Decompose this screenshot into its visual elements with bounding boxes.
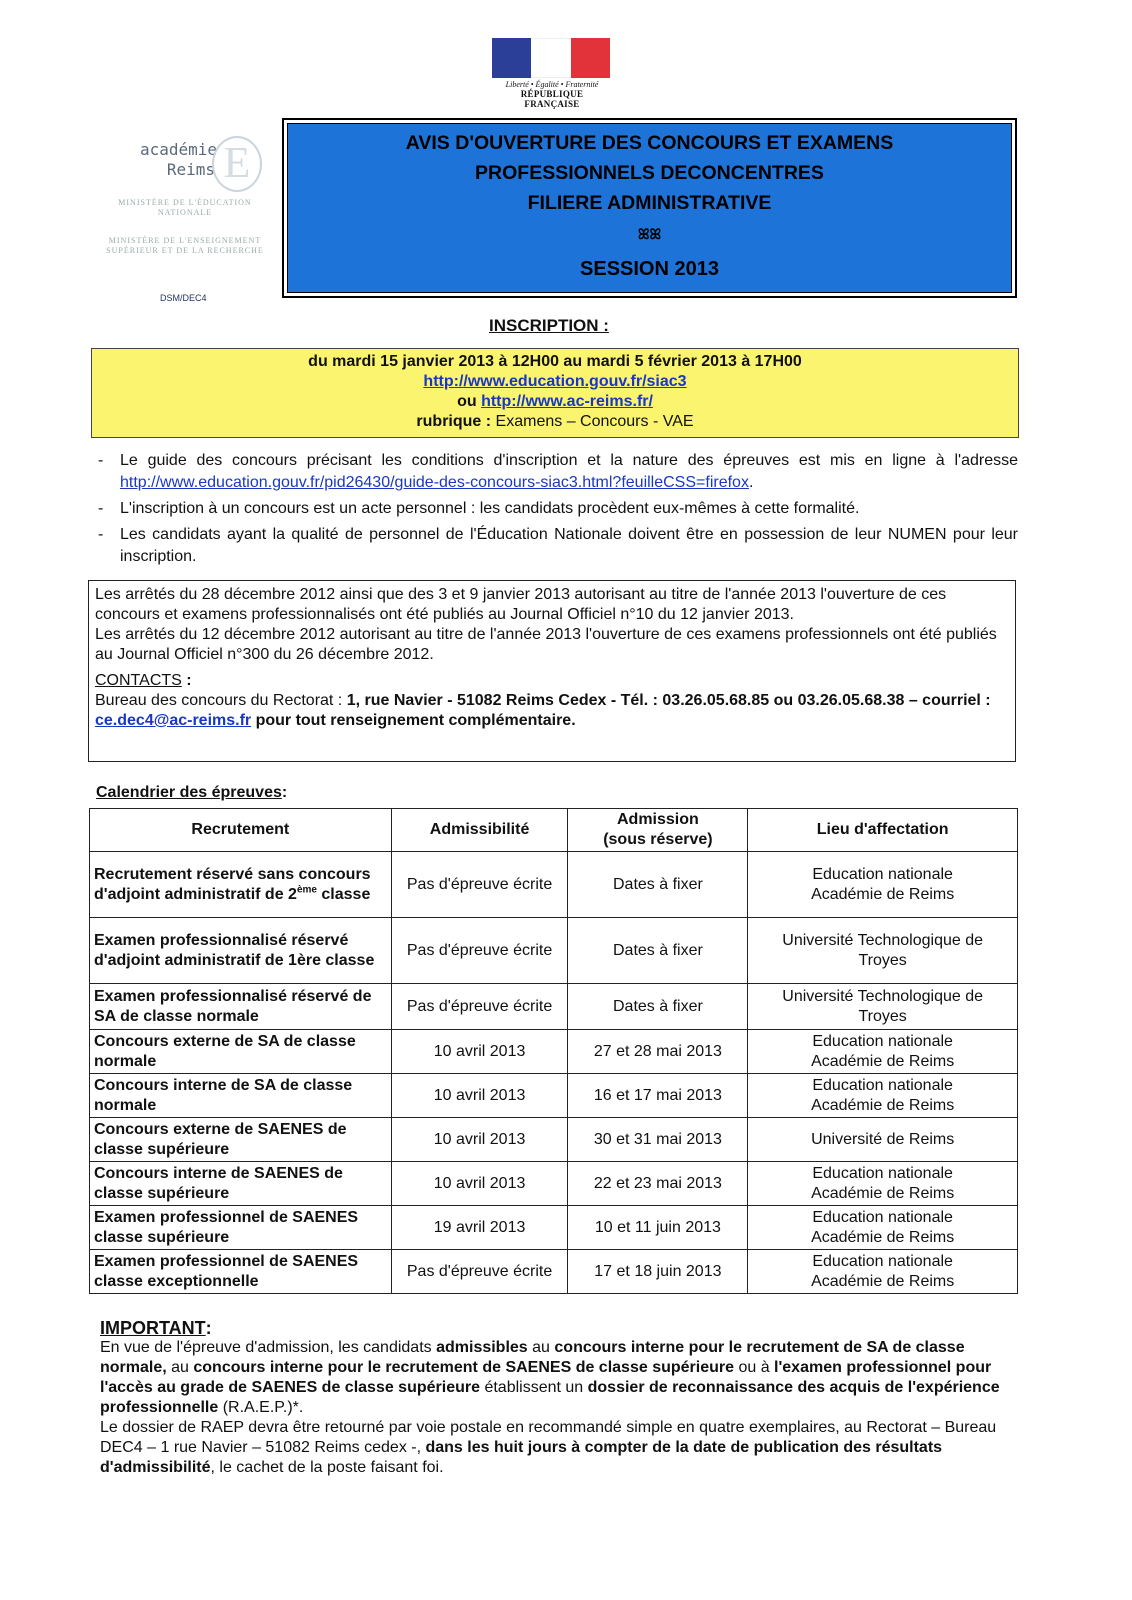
imp-s6: concours interne pour le recrutement de SAENES de classe supérieure — [193, 1359, 734, 1376]
contact-email-link[interactable]: ce.dec4@ac-reims.fr — [95, 712, 252, 729]
recrutement-text: Recrutement réservé sans concours d'adjoint administratif de 2 — [94, 865, 371, 903]
imp-t1: Le dossier de RAEP devra être retourné par voie postale en recommandé simple en quatre exemplaires, au Rectorat – Bureau DEC4 – 1 rue Navier – 51082 Reims cedex -, — [100, 1419, 997, 1456]
lieu-line2: Académie de Reims — [811, 1184, 955, 1202]
imp-s5: au — [166, 1359, 194, 1376]
imp-s2: admissibles — [436, 1339, 528, 1356]
cell-admissibilite: 10 avril 2013 — [391, 1030, 568, 1074]
title-line1: AVIS D'OUVERTURE DES CONCOURS ET EXAMENS — [405, 132, 894, 154]
ministry-2: MINISTÈRE DE L'ENSEIGNEMENT SUPÉRIEUR ET DE LA RECHERCHE — [106, 236, 264, 255]
cell-recrutement — [90, 852, 392, 918]
cell-lieu — [748, 918, 1018, 984]
siac3-link[interactable]: http://www.education.gouv.fr/siac3 — [423, 373, 687, 390]
inscription-heading: INSCRIPTION : — [489, 316, 609, 335]
cell-recrutement — [90, 984, 392, 1030]
table-row — [90, 1030, 1018, 1074]
table-row — [90, 1162, 1018, 1206]
motto: Liberté • Égalité • Fraternité — [505, 80, 599, 89]
cell-admission: Dates à fixer — [568, 852, 748, 918]
inscription-dates: du mardi 15 janvier 2013 à 12H00 au mardi 5 février 2013 à 17H00 — [308, 353, 802, 370]
cell-admissibilite: 19 avril 2013 — [391, 1206, 568, 1250]
recrutement-sup: ème — [296, 884, 317, 896]
bullet-dash: - — [98, 526, 104, 543]
lieu-line1: Education nationale — [812, 1164, 953, 1182]
important-heading-colon: : — [205, 1318, 212, 1338]
lieu-line1: Education nationale — [812, 1208, 953, 1226]
table-row — [90, 852, 1018, 918]
guide-end: . — [748, 474, 754, 491]
cell-lieu — [748, 1030, 1018, 1074]
flag-red — [571, 38, 610, 78]
cell-recrutement — [90, 1030, 392, 1074]
cell-lieu — [748, 852, 1018, 918]
cell-admissibilite: Pas d'épreuve écrite — [391, 984, 568, 1030]
table-row — [90, 1206, 1018, 1250]
cell-recrutement — [90, 1118, 392, 1162]
academie-block — [90, 128, 275, 303]
col-recrutement: Recrutement — [90, 809, 392, 852]
table-row — [90, 1118, 1018, 1162]
recrutement-text: Concours interne de SAENES de classe supérieure — [94, 1164, 343, 1202]
imp-s8: l'examen professionnel pour l'accès au grade de SAENES de classe supérieure — [100, 1359, 992, 1396]
table-row — [90, 984, 1018, 1030]
cell-admission: 30 et 31 mai 2013 — [568, 1118, 748, 1162]
imp-t2: dans les huit jours à compter de la date de publication des résultats d'admissibilité — [100, 1439, 943, 1476]
lieu-line2: Académie de Reims — [811, 1272, 955, 1290]
recrutement-text: Examen professionnel de SAENES classe supérieure — [94, 1208, 359, 1246]
lieu-line1: Education nationale — [812, 1252, 953, 1270]
inscription-box — [91, 348, 1019, 438]
guide-link[interactable]: http://www.education.gouv.fr/pid26430/guide-des-concours-siac3.html?feuilleCSS=firefox — [120, 474, 749, 491]
ministry-1: MINISTÈRE DE L'ÉDUCATION NATIONALE — [118, 198, 252, 217]
lieu-line2: Académie de Reims — [811, 885, 955, 903]
important-paragraph-2 — [100, 1418, 1000, 1478]
flag-blue — [492, 38, 531, 78]
col-admission-sub: (sous réserve) — [603, 831, 713, 848]
imp-t3: , le cachet de la poste faisant foi. — [210, 1459, 444, 1476]
table-row — [90, 918, 1018, 984]
recrutement-text: Concours interne de SA de classe normale — [94, 1076, 353, 1114]
calendar-table — [89, 808, 1018, 1294]
cell-recrutement — [90, 1250, 392, 1294]
cell-lieu — [748, 1162, 1018, 1206]
contacts-colon: : — [181, 672, 192, 689]
cell-recrutement — [90, 1074, 392, 1118]
important-paragraph-1 — [100, 1338, 1000, 1418]
rubrique-label: rubrique : — [416, 413, 492, 430]
contact-address: 1, rue Navier - 51082 Reims Cedex - Tél. : 03.26.05.68.85 ou 03.26.05.68.38 – courriel : — [346, 692, 991, 709]
cell-lieu — [748, 1206, 1018, 1250]
list-item — [98, 498, 1018, 520]
cell-admissibilite: Pas d'épreuve écrite — [391, 1250, 568, 1294]
numen-text: Les candidats ayant la qualité de personnel de l'Éducation Nationale doivent être en possession de leur NUMEN pour leur inscription. — [120, 526, 1018, 565]
arretes-paragraph-1: Les arrêtés du 28 décembre 2012 ainsi que des 3 et 9 janvier 2013 autorisant au titre de l'année 2013 l'ouverture de ces concours et examens professionnalisés ont été publiés au Journal Officiel n°10 du 12 janvier 2013. — [95, 586, 947, 623]
flag-white — [531, 38, 570, 78]
imp-s10: dossier de reconnaissance des acquis de l'expérience professionnelle — [100, 1379, 1000, 1416]
bullet-dash: - — [98, 500, 104, 517]
arretes-box — [88, 580, 1016, 762]
imp-s3: au — [527, 1339, 555, 1356]
recrutement-text: Concours externe de SA de classe normale — [94, 1032, 356, 1070]
lieu-line2: Académie de Reims — [811, 1052, 955, 1070]
table-header-row — [90, 809, 1018, 852]
imp-s9: établissent un — [480, 1379, 588, 1396]
cell-lieu — [748, 1118, 1018, 1162]
cell-admission: 27 et 28 mai 2013 — [568, 1030, 748, 1074]
cell-recrutement — [90, 1162, 392, 1206]
calendar-heading — [96, 784, 287, 802]
guide-text: Le guide des concours précisant les conditions d'inscription et la nature des épreuves est mis en ligne à l'adresse — [120, 452, 1018, 469]
cell-admissibilite: Pas d'épreuve écrite — [391, 918, 568, 984]
recrutement-text: Examen professionnalisé réservé d'adjoint administratif de 1ère classe — [94, 931, 375, 969]
lieu-line2: Troyes — [858, 951, 907, 969]
important-heading — [100, 1318, 212, 1339]
col-lieu: Lieu d'affectation — [748, 809, 1018, 852]
cell-admissibilite: 10 avril 2013 — [391, 1118, 568, 1162]
contacts-heading: CONTACTS — [95, 672, 182, 689]
cell-lieu — [748, 1074, 1018, 1118]
academie-e-logo-icon: E — [212, 136, 262, 192]
title-box — [282, 118, 1017, 298]
title-line3: FILIERE ADMINISTRATIVE — [527, 192, 772, 214]
list-item — [98, 450, 1018, 494]
academie-name — [140, 140, 218, 180]
recrutement-text-end: classe — [316, 885, 371, 903]
col-admissibilite: Admissibilité — [391, 809, 568, 852]
academie-name-line2: Reims — [166, 160, 215, 179]
lieu-line1: Education nationale — [812, 865, 953, 883]
cell-admission: 22 et 23 mai 2013 — [568, 1162, 748, 1206]
info-list — [98, 450, 1018, 572]
lieu-line1: Université de Reims — [811, 1130, 955, 1148]
imp-s7: ou à — [734, 1359, 775, 1376]
calendar-heading-colon: : — [281, 784, 288, 801]
cell-admission: Dates à fixer — [568, 918, 748, 984]
cell-lieu — [748, 1250, 1018, 1294]
cell-admission: Dates à fixer — [568, 984, 748, 1030]
session-label: SESSION 2013 — [580, 258, 719, 280]
inscription-personal-text: L'inscription à un concours est un acte personnel : les candidats procèdent eux-mêmes à cette formalité. — [120, 500, 860, 517]
rubrique-value: Examens – Concours - VAE — [495, 413, 694, 430]
important-heading-text: IMPORTANT — [100, 1318, 206, 1338]
republique-label: RÉPUBLIQUE FRANÇAISE — [520, 89, 584, 109]
cell-admission: 17 et 18 juin 2013 — [568, 1250, 748, 1294]
imp-s1: En vue de l'épreuve d'admission, les candidats — [100, 1339, 437, 1356]
lieu-line1: Université Technologique de — [782, 931, 984, 949]
ac-reims-link[interactable]: http://www.ac-reims.fr/ — [481, 393, 653, 410]
lieu-line2: Troyes — [858, 1007, 907, 1025]
table-row — [90, 1074, 1018, 1118]
arretes-paragraph-2: Les arrêtés du 12 décembre 2012 autorisant au titre de l'année 2013 l'ouverture de ces examens professionnels ont été publiés au Journal Officiel n°300 du 26 décembre 2012. — [95, 626, 997, 663]
cell-admission: 10 et 11 juin 2013 — [568, 1206, 748, 1250]
lieu-line1: Université Technologique de — [782, 987, 984, 1005]
imp-s4: concours interne pour le recrutement de SA de classe normale, — [100, 1339, 965, 1376]
cell-recrutement — [90, 1206, 392, 1250]
col-admission — [568, 809, 748, 852]
title-banner — [287, 123, 1012, 293]
cell-admissibilite: Pas d'épreuve écrite — [391, 852, 568, 918]
cell-admissibilite: 10 avril 2013 — [391, 1162, 568, 1206]
marianne-flag-icon — [492, 38, 610, 78]
imp-s11: (R.A.E.P.)*. — [218, 1399, 304, 1416]
lieu-line2: Académie de Reims — [811, 1228, 955, 1246]
ou-label: ou — [457, 393, 477, 410]
cell-admissibilite: 10 avril 2013 — [391, 1074, 568, 1118]
list-item — [98, 524, 1018, 568]
reference-code: DSM/DEC4 — [160, 293, 207, 303]
calendar-heading-text: Calendrier des épreuves — [96, 784, 282, 801]
academie-name-line1: académie — [140, 140, 218, 159]
table-row — [90, 1250, 1018, 1294]
lieu-line1: Education nationale — [812, 1032, 953, 1050]
bullet-dash: - — [98, 452, 104, 469]
col-admission-label: Admission — [616, 811, 699, 828]
lieu-line2: Académie de Reims — [811, 1096, 955, 1114]
contact-end: pour tout renseignement complémentaire. — [251, 712, 576, 729]
title-line2: PROFESSIONNELS DECONCENTRES — [475, 162, 824, 184]
important-text — [100, 1338, 1000, 1478]
cell-lieu — [748, 984, 1018, 1030]
cell-recrutement — [90, 918, 392, 984]
ornament-icon: ꕤꕤ — [637, 227, 662, 243]
recrutement-text: Concours externe de SAENES de classe supérieure — [94, 1120, 347, 1158]
cell-admission: 16 et 17 mai 2013 — [568, 1074, 748, 1118]
bureau-label: Bureau des concours du Rectorat : — [95, 692, 347, 709]
lieu-line1: Education nationale — [812, 1076, 953, 1094]
republique-francaise-logo — [492, 38, 612, 109]
recrutement-text: Examen professionnalisé réservé de SA de classe normale — [94, 987, 372, 1025]
recrutement-text: Examen professionnel de SAENES classe exceptionnelle — [94, 1252, 359, 1290]
